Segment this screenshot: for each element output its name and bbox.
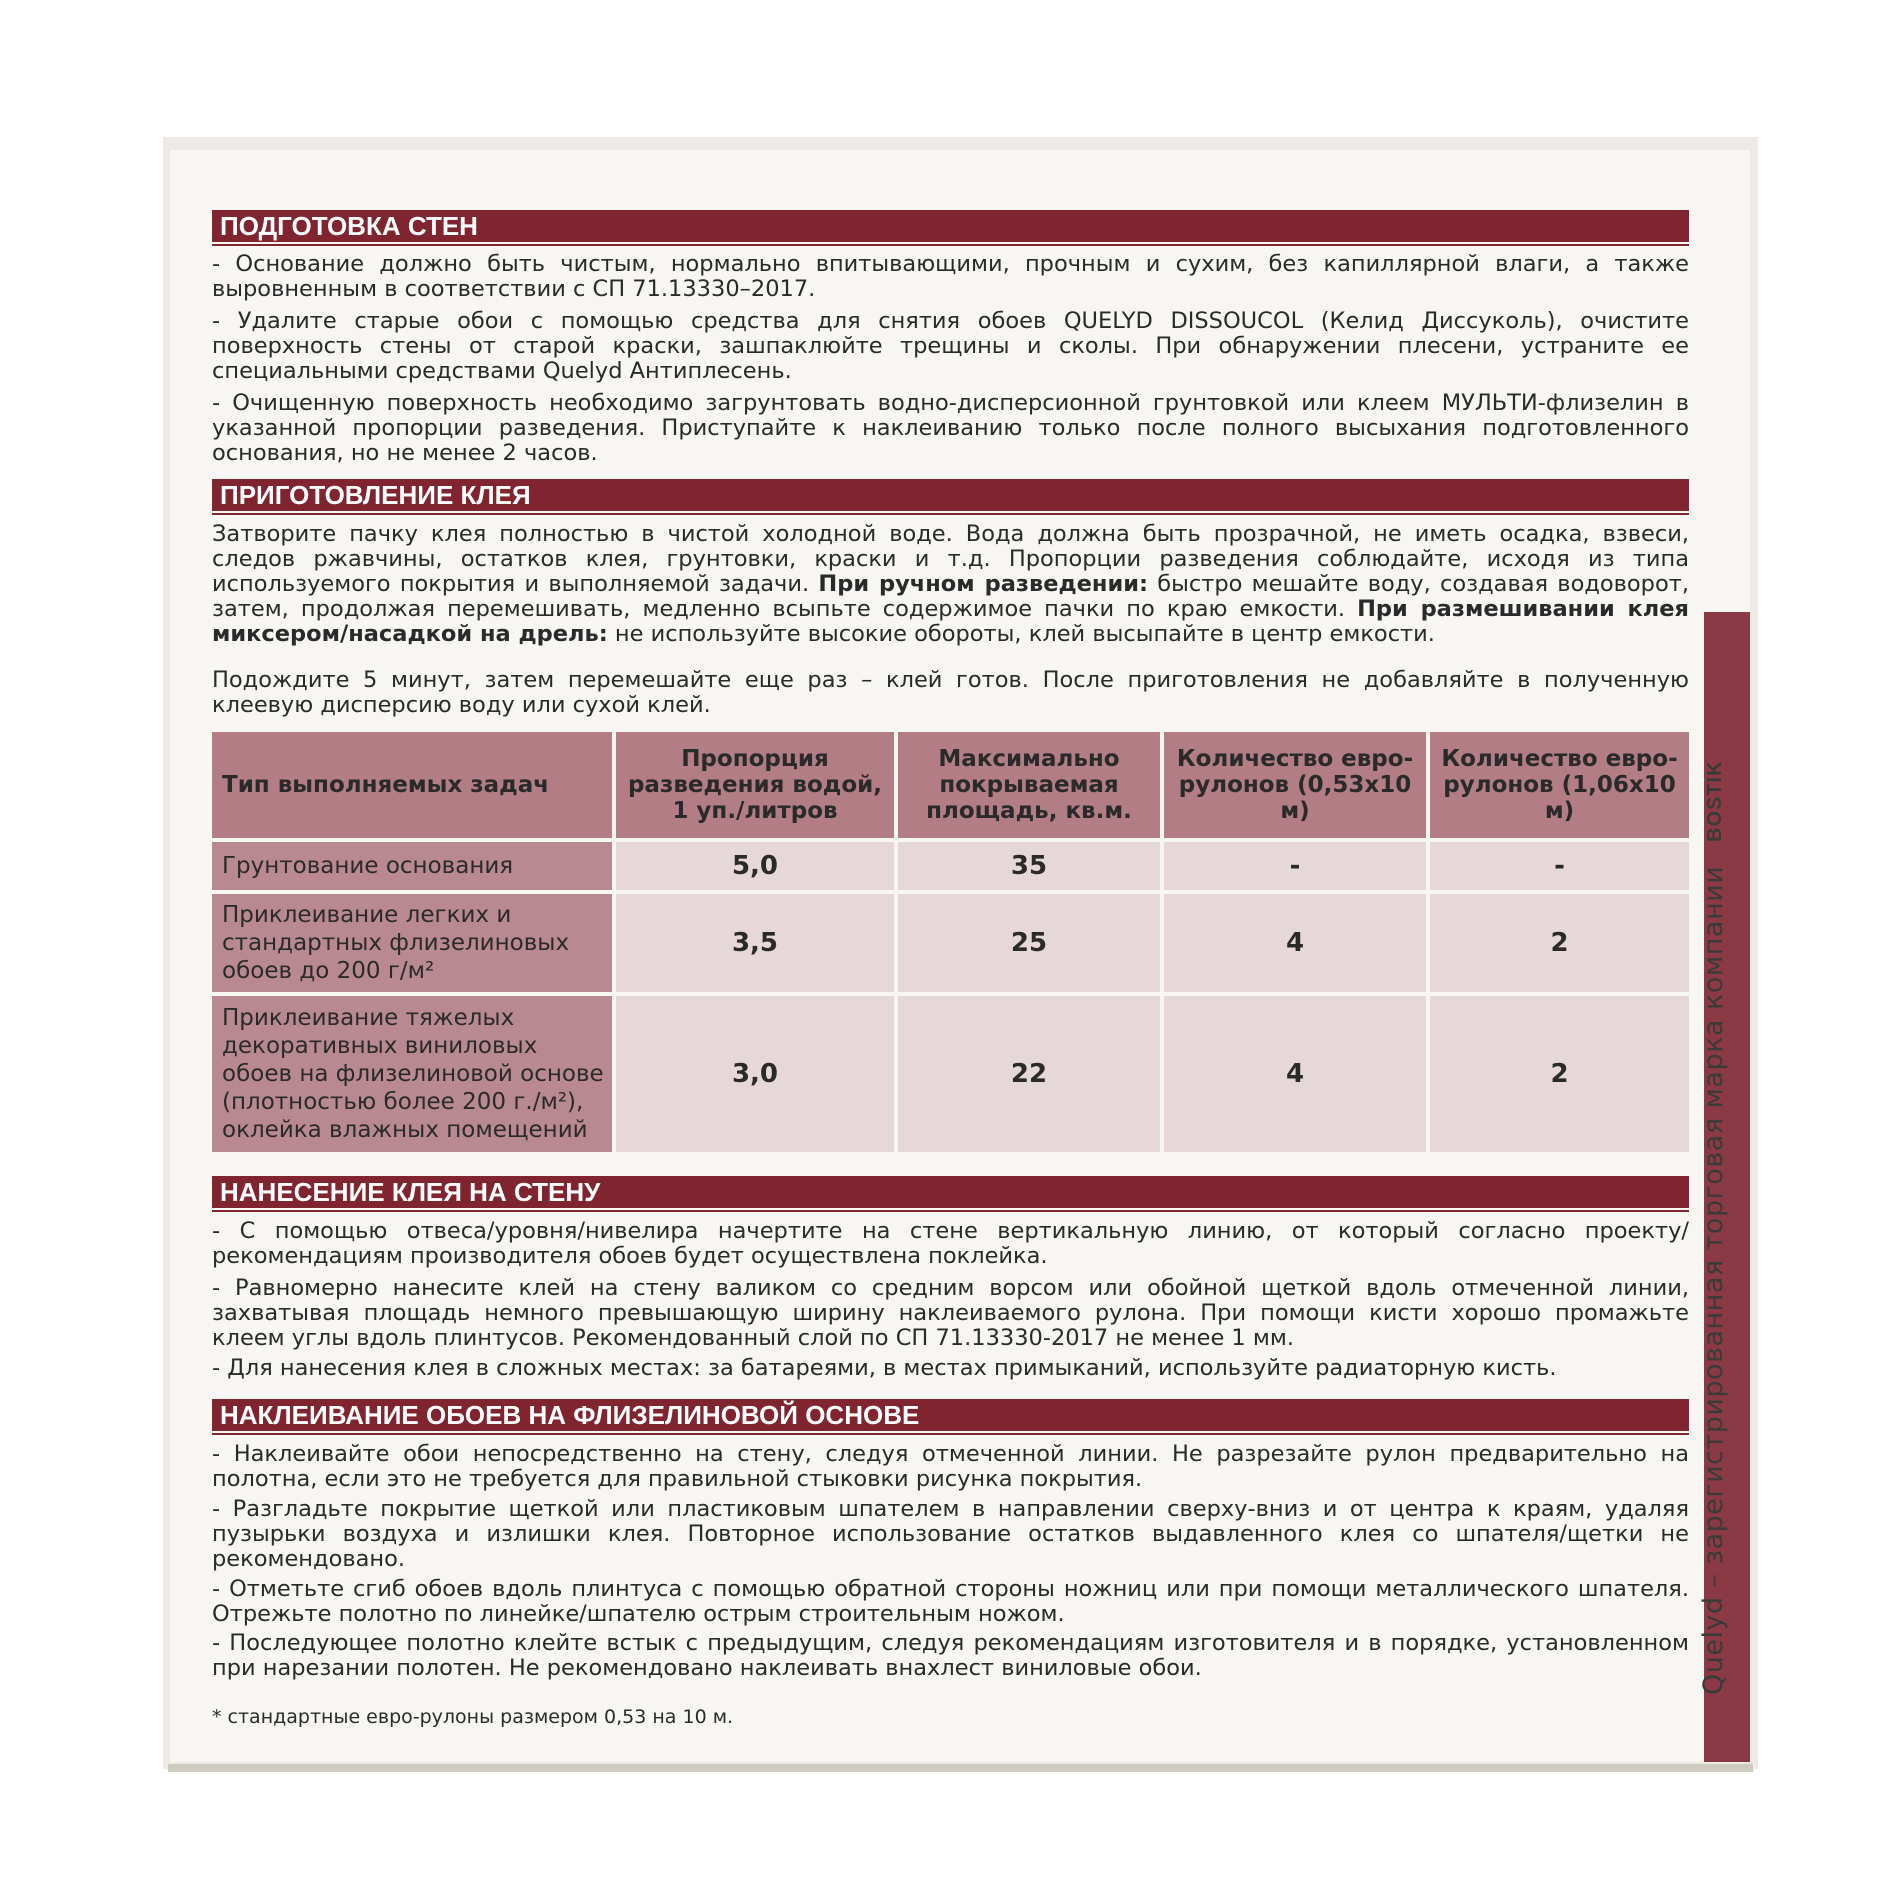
table-header-task: Тип выполняемых задач	[212, 732, 612, 838]
mix-paragraph-2: Подождите 5 минут, затем перемешайте еще раз – клей готов. После приготовления не добавляйте в полученную клеевую дисперсию воду или сухой клей.	[212, 667, 1689, 718]
table-row-task: Грунтование основания	[212, 842, 612, 890]
table-row-area: 35	[898, 842, 1160, 890]
section-title-wall-prep: ПОДГОТОВКА СТЕН	[212, 210, 1689, 242]
table-row-rolls-106: 2	[1430, 894, 1689, 992]
table-header-rolls-106: Количество евро-рулонов (1,06х10 м)	[1430, 732, 1689, 838]
hang-paragraph-3: - Отметьте сгиб обоев вдоль плинтуса с помощью обратной стороны ножниц или при помощи металлического шпателя. Отрежьте полотно по линейке/шпателю острым строительным ножом.	[212, 1576, 1689, 1627]
table-row-task: Приклеивание тяжелых декоративных виниловых обоев на флизелиновой основе (плотностью более 200 г./м²), оклейка влажных помещений	[212, 996, 612, 1152]
hang-paragraph-4: - Последующее полотно клейте встык с предыдущим, следуя рекомендациям изготовителя и в порядке, установленном при нарезании полотен. Не рекомендовано наклеивать внахлест виниловые обои.	[212, 1630, 1689, 1681]
bostik-logo: BOSTIK	[1704, 760, 1726, 842]
section-title-glue-apply: НАНЕСЕНИЕ КЛЕЯ НА СТЕНУ	[212, 1176, 1689, 1208]
apply-paragraph-1: - С помощью отвеса/уровня/нивелира начертите на стене вертикальную линию, от который согласно проекту/рекомендациям производителя обоев будет осуществлена поклейка.	[212, 1218, 1689, 1269]
table-row-rolls-053: -	[1164, 842, 1426, 890]
table-row-task: Приклеивание легких и стандартных флизелиновых обоев до 200 г/м²	[212, 894, 612, 992]
hang-paragraph-2: - Разгладьте покрытие щеткой или пластиковым шпателем в направлении сверху-вниз и от центра к краям, удаляя пузырьки воздуха и излишки клея. Повторное использование остатков выдавленного клея со шпателя/щетки не рекомендовано.	[212, 1496, 1689, 1572]
apply-paragraph-3: - Для нанесения клея в сложных местах: за батареями, в местах примыканий, используйте радиаторную кисть.	[212, 1355, 1557, 1381]
table-row-rolls-106: -	[1430, 842, 1689, 890]
section-title-wallpaper-hang: НАКЛЕИВАНИЕ ОБОЕВ НА ФЛИЗЕЛИНОВОЙ ОСНОВЕ	[212, 1399, 1689, 1431]
table-row-rolls-106: 2	[1430, 996, 1689, 1152]
footnote: * стандартные евро-рулоны размером 0,53 на 10 м.	[212, 1706, 734, 1728]
prep-paragraph-1: - Основание должно быть чистым, нормально впитывающими, прочным и сухим, без капиллярной влаги, а также выровненным в соответствии с СП 71.13330–2017.	[212, 251, 1689, 302]
table-row-ratio: 3,5	[616, 894, 894, 992]
table-row-rolls-053: 4	[1164, 996, 1426, 1152]
table-header-rolls-053: Количество евро-рулонов (0,53х10 м)	[1164, 732, 1426, 838]
apply-paragraph-2: - Равномерно нанесите клей на стену валиком со средним ворсом или обойной щеткой вдоль отмеченной линии, захватывая площадь немного превышающую ширину наклеиваемого рулона. При помощи кисти хорошо промажьте клеем углы вдоль плинтусов. Рекомендованный слой по СП 71.13330-2017 не менее 1 мм.	[212, 1275, 1689, 1351]
table-header-ratio: Пропорция разведения водой, 1 уп./литров	[616, 732, 894, 838]
hang-paragraph-1: - Наклеивайте обои непосредственно на стену, следуя отмеченной линии. Не разрезайте рулон предварительно на полотна, если это не требуется для правильной стыковки рисунка покрытия.	[212, 1441, 1689, 1492]
prep-paragraph-2: - Удалите старые обои с помощью средства для снятия обоев QUELYD DISSOUCOL (Келид Диссуколь), очистите поверхность стены от старой краски, зашпаклюйте трещины и сколы. При обнаружении плесени, устраните ее специальными средствами Quelyd Антиплесень.	[212, 308, 1689, 384]
table-row-ratio: 5,0	[616, 842, 894, 890]
prep-paragraph-3: - Очищенную поверхность необходимо загрунтовать водно-дисперсионной грунтовкой или клеем МУЛЬТИ-флизелин в указанной пропорции разведения. Приступайте к наклеиванию только после полного высыхания подготовленного основания, но не менее 2 часов.	[212, 390, 1689, 466]
trademark-text: Quelyd – зарегистрированная торговая марка компании	[1698, 865, 1729, 1695]
dilution-table	[212, 732, 1689, 1152]
table-row-rolls-053: 4	[1164, 894, 1426, 992]
table-row-area: 22	[898, 996, 1160, 1152]
section-title-glue-mix: ПРИГОТОВЛЕНИЕ КЛЕЯ	[212, 479, 1689, 511]
mix-paragraph-1: Затворите пачку клея полностью в чистой холодной воде. Вода должна быть прозрачной, не иметь осадка, взвеси, следов ржавчины, остатков клея, грунтовки, краски и т.д. Пропорции разведения соблюдайте, исходя из типа используемого покрытия и выполняемой задачи. При ручном разведении: быстро мешайте воду, создавая водоворот, затем, продолжая перемешивать, медленно всыпьте содержимое пачки по краю емкости. При размешивании клея миксером/насадкой на дрель: не используйте высокие обороты, клей высыпайте в центр емкости.	[212, 521, 1689, 647]
table-row-ratio: 3,0	[616, 996, 894, 1152]
box-edge	[168, 1764, 1753, 1772]
table-header-area: Максимально покрываемая площадь, кв.м.	[898, 732, 1160, 838]
table-row-area: 25	[898, 894, 1160, 992]
